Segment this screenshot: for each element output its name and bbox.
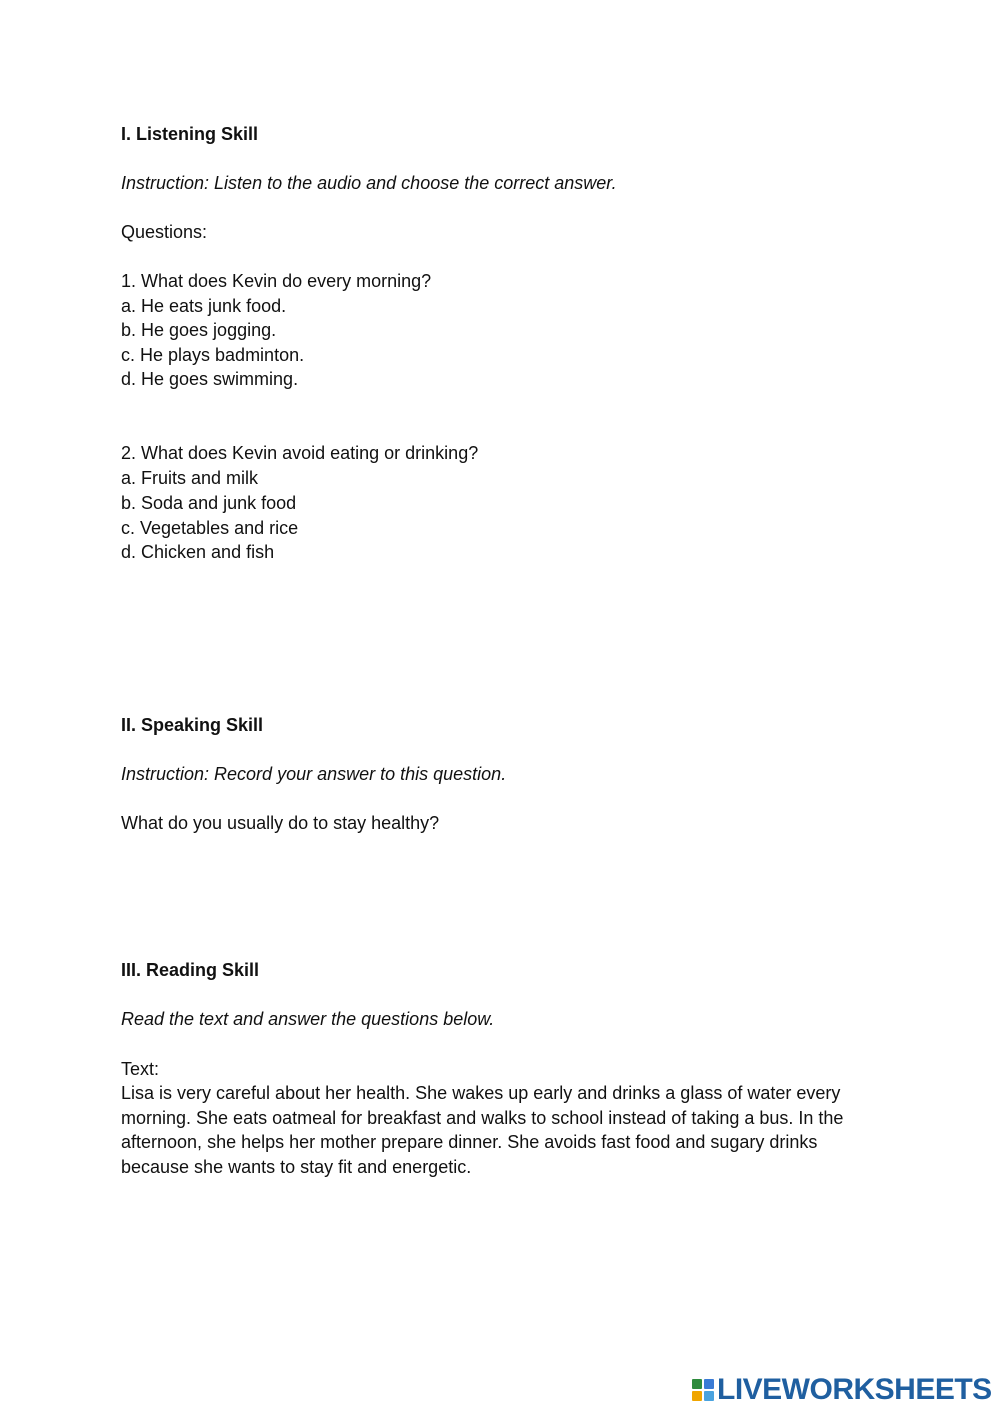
q2-option-d: d. Chicken and fish — [121, 542, 275, 562]
speaking-question: What do you usually do to stay healthy? — [121, 813, 440, 833]
speaking-instruction: Instruction: Record your answer to this question. — [121, 764, 507, 784]
q1-option-a: a. He eats junk food. — [121, 296, 287, 316]
q1-option-c: c. He plays badminton. — [121, 345, 305, 365]
liveworksheets-logo — [692, 1374, 992, 1406]
listening-heading: I. Listening Skill — [121, 124, 259, 144]
reading-line: Lisa is very careful about her health. She wakes up early and drinks a glass of water every — [121, 1083, 841, 1103]
q1-option-d: d. He goes swimming. — [121, 369, 299, 389]
reading-passage — [121, 1081, 861, 1179]
logo-text: LIVEWORKSHEETS — [717, 1373, 992, 1406]
q1-option-b: b. He goes jogging. — [121, 320, 277, 340]
listening-instruction: Instruction: Listen to the audio and choose the correct answer. — [121, 173, 617, 193]
reading-line: because she wants to stay fit and energetic. — [121, 1156, 472, 1177]
q2-option-b: b. Soda and junk food — [121, 493, 297, 513]
question-2: 2. What does Kevin avoid eating or drinking? — [121, 443, 479, 463]
reading-instruction: Read the text and answer the questions below. — [121, 1009, 495, 1029]
text-label: Text: — [121, 1059, 160, 1079]
questions-label: Questions: — [121, 222, 208, 242]
question-1: 1. What does Kevin do every morning? — [121, 271, 432, 291]
q2-option-a: a. Fruits and milk — [121, 468, 259, 488]
logo-blocks-icon — [692, 1379, 714, 1401]
reading-heading: III. Reading Skill — [121, 960, 260, 980]
reading-line: afternoon, she helps her mother prepare dinner. She avoids fast food and sugary drinks — [121, 1132, 818, 1153]
speaking-heading: II. Speaking Skill — [121, 715, 264, 735]
reading-line: morning. She eats oatmeal for breakfast and walks to school instead of taking a bus. In the — [121, 1107, 844, 1128]
q2-option-c: c. Vegetables and rice — [121, 518, 299, 538]
